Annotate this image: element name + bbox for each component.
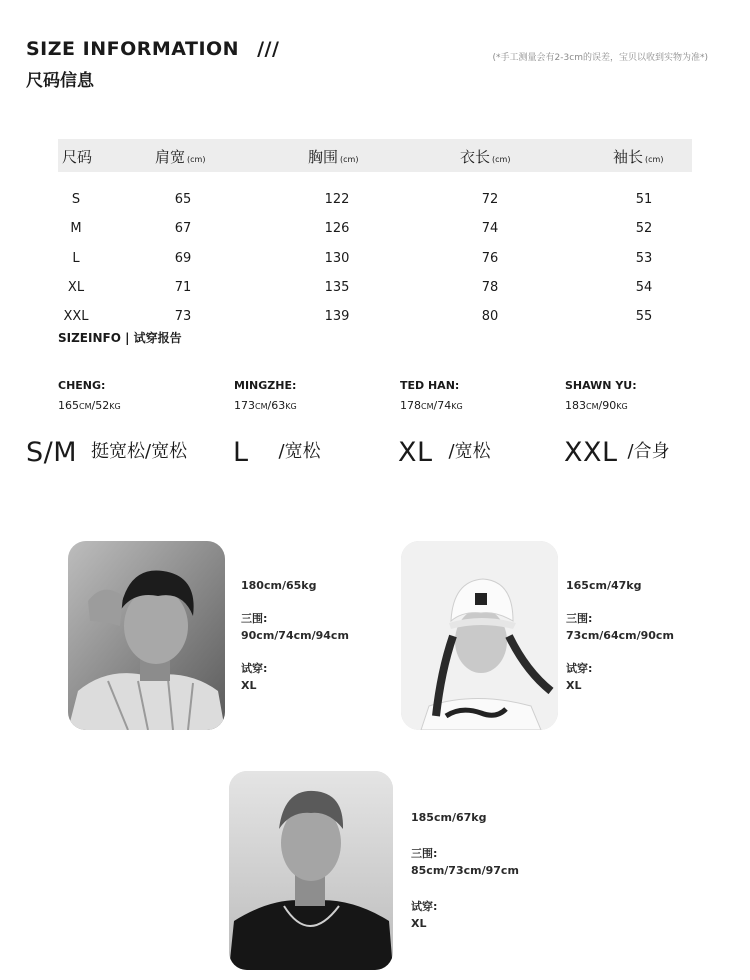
model-card-measures: 85cm/73cm/97cm xyxy=(411,864,519,877)
table-cell: 80 xyxy=(481,309,499,324)
fit-rating: XXL /合身 xyxy=(564,437,670,468)
model-card-measure-label: 三围: xyxy=(411,847,438,860)
model-photo-illustration xyxy=(68,541,225,730)
fit-rating: XL /宽松 xyxy=(398,437,491,468)
model-card-try-size: XL xyxy=(411,917,427,930)
table-cell: 73 xyxy=(174,309,192,324)
table-cell: XXL xyxy=(63,309,89,324)
table-cell: XL xyxy=(67,280,85,295)
page-subtitle: 尺码信息 xyxy=(26,71,94,91)
table-cell: 55 xyxy=(635,309,653,324)
fit-rating: L /宽松 xyxy=(233,437,321,468)
table-cell: 76 xyxy=(481,251,499,266)
table-cell: 51 xyxy=(635,192,653,207)
table-cell: 74 xyxy=(481,221,499,236)
table-cell: 78 xyxy=(481,280,499,295)
model-photo-illustration xyxy=(229,771,393,970)
model-card-try-size: XL xyxy=(566,679,582,692)
model-card-info xyxy=(241,577,349,694)
model-photo xyxy=(229,771,393,970)
table-cell: 54 xyxy=(635,280,653,295)
fit-rating: S/M 挺宽松/宽松 xyxy=(26,437,188,468)
table-cell: M xyxy=(70,221,82,236)
title-slashes: /// xyxy=(257,38,280,60)
model-card-info xyxy=(566,577,674,694)
model-card-try-label: 试穿: xyxy=(241,662,268,675)
column-header-chest: 胸围 (cm) xyxy=(308,148,359,166)
model-photo-illustration xyxy=(401,541,558,730)
model-name: MINGZHE: xyxy=(234,379,297,392)
table-cell: 122 xyxy=(324,192,350,207)
model-name: CHENG: xyxy=(58,379,106,392)
model-stats: 165CM/52KG xyxy=(58,399,121,412)
model-photo xyxy=(401,541,558,730)
model-name: TED HAN: xyxy=(400,379,460,392)
model-card-stats: 185cm/67kg xyxy=(411,811,487,824)
table-cell: 130 xyxy=(324,251,350,266)
model-stats: 183CM/90KG xyxy=(565,399,628,412)
table-cell: 126 xyxy=(324,221,350,236)
page-title xyxy=(26,38,279,60)
table-cell: 139 xyxy=(324,309,350,324)
table-cell: 135 xyxy=(324,280,350,295)
column-header-size: 尺码 xyxy=(62,148,93,166)
model-stats: 178CM/74KG xyxy=(400,399,463,412)
size-table-header-bar xyxy=(58,139,692,172)
model-card-measures: 90cm/74cm/94cm xyxy=(241,629,349,642)
column-header-sleeve: 袖长 (cm) xyxy=(613,148,664,166)
table-cell: 71 xyxy=(174,280,192,295)
column-header-length: 衣长 (cm) xyxy=(460,148,511,166)
model-card-measure-label: 三围: xyxy=(566,612,593,625)
table-cell: 65 xyxy=(174,192,192,207)
model-card-stats: 180cm/65kg xyxy=(241,579,317,592)
model-card-try-size: XL xyxy=(241,679,257,692)
model-card-measures: 73cm/64cm/90cm xyxy=(566,629,674,642)
measurement-note: (*手工测量会有2-3cm的误差，宝贝以收到实物为准*) xyxy=(492,53,708,63)
table-cell: 67 xyxy=(174,221,192,236)
table-cell: S xyxy=(71,192,81,207)
model-stats: 173CM/63KG xyxy=(234,399,297,412)
column-header-shoulder: 肩宽 (cm) xyxy=(155,148,206,166)
model-name: SHAWN YU: xyxy=(565,379,637,392)
table-cell: 72 xyxy=(481,192,499,207)
model-photo xyxy=(68,541,225,730)
model-card-stats: 165cm/47kg xyxy=(566,579,642,592)
page-title-text: SIZE INFORMATION xyxy=(26,38,240,60)
model-card-info xyxy=(411,809,519,932)
table-cell: 53 xyxy=(635,251,653,266)
table-cell: 69 xyxy=(174,251,192,266)
model-card-try-label: 试穿: xyxy=(411,900,438,913)
table-cell: 52 xyxy=(635,221,653,236)
sizeinfo-label: SIZEINFO | 试穿报告 xyxy=(58,331,182,345)
table-cell: L xyxy=(72,251,80,266)
model-card-measure-label: 三围: xyxy=(241,612,268,625)
model-card-try-label: 试穿: xyxy=(566,662,593,675)
